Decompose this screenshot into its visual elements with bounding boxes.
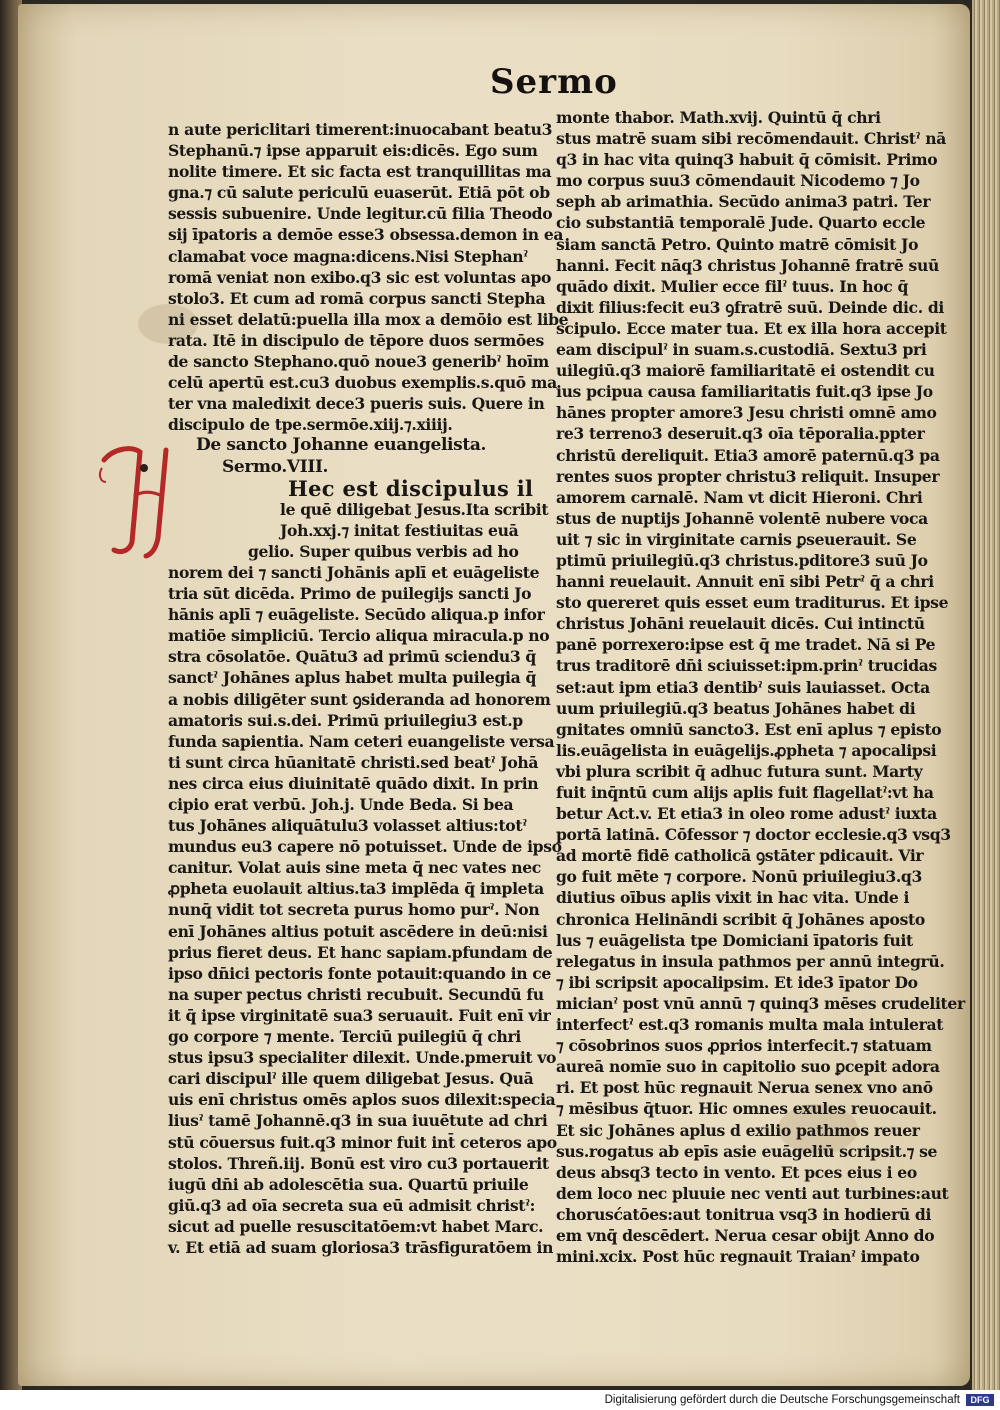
funding-note: Digitalisierung gefördert durch die Deutsche Forschungsgemeinschaft <box>604 1394 960 1406</box>
text-line: interfectˀ est.q3 romanis multa mala intulerat <box>556 1015 944 1035</box>
text-line: nolite timere. Et sic facta est tranquillitas ma <box>168 162 552 182</box>
text-line: em vnq̄ descēdert. Nerua cesar obijt Anno do <box>556 1225 935 1245</box>
left-text-column <box>168 119 569 1258</box>
text-line: ⁊ mēsibus q̄tuor. Hic omnes exules reuocauit. <box>556 1099 937 1119</box>
text-line: ꝓpheta euolauit altius.ta3 implēda q̄ impleta <box>168 879 544 899</box>
text-line: Joh.xxj.⁊ initat festiuitas euā <box>280 520 519 540</box>
text-line: enī Johānes altius potuit ascēdere in deū:nisi <box>168 921 548 941</box>
text-line: diutius oībus aplis vixit in hac vita. Unde i <box>556 888 910 908</box>
text-line: ter vna maledixit dece3 pueris suis. Quere in <box>168 394 545 414</box>
text-line: relegatus in insula pathmos per annū integrū. <box>556 951 945 971</box>
text-line: hānes propter amore3 Jesu christi omnē amo <box>556 403 937 423</box>
text-line: rata. Itē in discipulo de tēpore duos sermōes <box>168 330 544 350</box>
text-line: a nobis diligēter sunt ꝯsideranda ad honorem <box>168 689 551 709</box>
text-line: mo corpus suu3 cōmendauit Nicodemo ⁊ Jo <box>556 171 920 191</box>
text-line: romā veniat non exibo.q3 sic est voluntas apo <box>168 267 552 287</box>
text-line: cari discipulˀ ille quem diligebat Jesus. Quā <box>168 1069 534 1089</box>
text-line: De sancto Johanne euangelista. <box>196 435 487 456</box>
text-line: christū dereliquit. Etia3 amorē paternū.q3 pa <box>556 445 940 465</box>
text-line: fuit inq̄ntū cum alijs aplis fuit flagellatˀ:vt ha <box>556 783 934 802</box>
text-line: ti sunt circa hūanitatē christi.sed beatˀ Johā <box>168 752 539 772</box>
text-line: ptimū priuilegiū.q3 christus.pditore3 suū Jo <box>556 550 928 570</box>
text-line: it q̄ ipse virginitatē sua3 seruauit. Fuit enī vir <box>168 1005 551 1025</box>
text-line: sanctˀ Johānes aplus habet multa puilegia q̄ <box>168 668 537 688</box>
text-line: mundus eu3 capere nō potuisset. Unde de ipso <box>168 837 562 857</box>
text-line: eam discipulˀ in suam.s.custodiā. Sextu3 pri <box>556 340 927 360</box>
text-line: stus de nuptijs Johannē volentē nubere voca <box>556 508 928 528</box>
text-line: lus ⁊ euāgelista tpe Domiciani īpatoris fuit <box>556 930 913 950</box>
text-line: de sancto Stephano.quō noue3 generibˀ hoīm <box>168 352 549 372</box>
text-line: set:aut ipm etia3 dentibˀ suis lauiasset. Octa <box>556 677 930 697</box>
text-line: gelio. Super quibus verbis ad ho <box>248 541 519 561</box>
right-text-column <box>556 107 965 1267</box>
text-line: uum priuilegiū.q3 beatus Johānes habet di <box>556 698 916 718</box>
text-line: liusˀ tamē Johannē.q3 in sua iuuētute ad chri <box>168 1111 548 1131</box>
text-line: rentes suos propter christu3 reliquit. Insuper <box>556 466 940 486</box>
text-line: matiōe simpliciū. Tercio aliqua miracula.p no <box>168 626 550 646</box>
text-line: norem dei ⁊ sancti Johānis aplī et euāgeliste <box>168 562 540 582</box>
text-line: sicut ad puelle resuscitatōem:vt habet Marc. <box>168 1216 544 1236</box>
text-line: micianˀ post vnū annū ⁊ quinq3 mēses crudeliter <box>556 993 965 1013</box>
text-line: stū cōuersus fuit.q3 minor fuit int̄ ceteros apo <box>168 1132 557 1152</box>
text-line: Sermo.VIII. <box>222 456 329 477</box>
text-line: n aute periclitari timerent:inuocabant beatu3 <box>168 120 553 139</box>
text-line: v. Et etiā ad suam gloriosa3 trāsfiguratōem in <box>168 1237 554 1257</box>
text-line: sessis subuenire. Unde legitur.cū filia Theodo <box>168 204 553 224</box>
text-line: uit ⁊ sic in virginitate carnis ꝑseuerauit. Se <box>556 529 917 549</box>
text-line: ipso dn̄ici pectoris fonte potauit:quando in ce <box>168 963 551 983</box>
text-line: christus Johāni reuelauit dicēs. Cui intinctū <box>556 614 925 634</box>
text-line: canitur. Volat auis sine meta q̄ nec vates nec <box>168 858 541 878</box>
text-line: amorem carnalē. Nam vt dicit Hieroni. Chri <box>556 487 923 507</box>
text-line: ni esset delatū:puella illa mox a demōio est libe <box>168 309 569 329</box>
text-line: go fuit mēte ⁊ corpore. Nonū priuilegiu3.q3 <box>556 867 922 887</box>
text-line: trus traditorē dn̄i sciuisset:ipm.prinˀ trucidas <box>556 656 937 676</box>
text-line: seph ab arimathia. Secūdo anima3 patri. Ter <box>556 192 931 212</box>
text-line: q3 in hac vita quinq3 habuit q̄ cōmisit. Primo <box>556 150 938 170</box>
text-line: na super pectus christi recubuit. Secundū fu <box>168 984 544 1004</box>
text-line: deus absq3 tecto in vento. Et pces eius i eo <box>556 1162 917 1182</box>
text-line: chronica Helināndi scribit q̄ Johānes aposto <box>556 909 925 929</box>
text-line: celū apertū est.cu3 duobus exemplis.s.quō ma <box>168 373 557 393</box>
dfg-logo-icon: DFG <box>966 1394 994 1406</box>
text-line: uilegiū.q3 maiorē familiaritatē ei ostendit cu <box>556 361 935 381</box>
text-line: sto quereret quis esset eum traditurus. Et ipse <box>556 593 949 613</box>
text-line: siam sanctā Petro. Quinto matrē cōmisit Jo <box>556 234 919 254</box>
text-line: tria sūt dicēda. Primo de puilegijs sancti Jo <box>168 584 532 604</box>
text-line: hanni. Fecit nāq3 christus Johannē fratrē suū <box>556 255 939 275</box>
text-line: panē porrexero:ipse est q̄ me tradet. Nā si Pe <box>556 635 936 655</box>
text-line: aureā nomīe suo in capitolio suo ꝑcepit adora <box>556 1057 940 1077</box>
text-line: Stephanū.⁊ ipse apparuit eis:dicēs. Ego sum <box>168 141 538 161</box>
text-line: ⁊ ibi scripsit apocalipsim. Et ide3 īpator Do <box>556 972 918 992</box>
text-line: stus matrē suam sibi recōmendauit. Christˀ nā <box>556 129 947 149</box>
text-line: Et sic Johānes aplus d exilio pathmos reuer <box>556 1120 920 1140</box>
text-line: dem loco nec pluuie nec venti aut turbines:aut <box>556 1183 949 1203</box>
text-line: mini.xcix. Post hūc regnauit Traianˀ impato <box>556 1247 920 1267</box>
text-line: portā latinā. Cōfessor ⁊ doctor ecclesie.q3 vsq3 <box>556 825 951 845</box>
running-header: Sermo <box>490 62 618 102</box>
text-line: nes circa eius diuinitatē quādo dixit. In prin <box>168 773 539 793</box>
text-line: gna.⁊ cū salute periculū euaserūt. Etiā pōt ob <box>168 183 550 203</box>
text-line: stus ipsu3 specialiter dilexit. Unde.pmeruit vo <box>168 1048 557 1068</box>
text-line: scipulo. Ecce mater tua. Et ex illa hora accepit <box>556 318 947 338</box>
text-line: amatoris sui.s.dei. Primū priuilegiu3 est.p <box>168 710 523 730</box>
text-line: ad mortē fidē catholicā ꝯstāter pdicauit. Vir <box>556 846 924 866</box>
text-line: ius pcipua causa familiaritatis fuit.q3 ipse Jo <box>556 382 933 402</box>
text-line: lis.euāgelista in euāgelijs.ꝓpheta ⁊ apocalipsi <box>556 740 937 760</box>
text-line: stra cōsolatōe. Quātu3 ad primū sciendu3 q̄ <box>168 647 536 667</box>
text-line: monte thabor. Math.xvij. Quintū q̄ chri <box>556 108 881 127</box>
text-line: hānis aplī ⁊ euāgeliste. Secūdo aliqua.p infor <box>168 605 545 625</box>
text-line: dixit filius:fecit eu3 ꝯfratrē suū. Deinde dic. di <box>556 297 944 317</box>
text-line: ⁊ cōsobrinos suos ꝓprios interfecit.⁊ statuam <box>556 1036 932 1056</box>
text-line: clamabat voce magna:dicens.Nisi Stephanˀ <box>168 246 528 266</box>
text-line: betur Act.v. Et etia3 in oleo rome adustˀ iuxta <box>556 804 937 824</box>
text-line: discipulo de tpe.sermōe.xiij.⁊.xiiij. <box>168 415 453 435</box>
text-line: giū.q3 ad oīa secreta sua eū admisit christˀ: <box>168 1195 536 1215</box>
text-line: ri. Et post hūc regnauit Nerua senex vno anō <box>556 1078 933 1098</box>
text-line: cio substantiā temporalē Jude. Quarto eccle <box>556 213 926 233</box>
text-line: stolos. Threñ.iij. Bonū est viro cu3 portauerit <box>168 1153 549 1173</box>
text-line: tus Johānes aliquātulu3 volasset altius:totˀ <box>168 816 527 836</box>
text-line: prius fieret deus. Et hanc sapiam.pfundam de <box>168 942 553 962</box>
text-line: le quē diligebat Jesus.Ita scribit <box>280 499 549 519</box>
text-line: re3 terreno3 deseruit.q3 oīa tēporalia.ppter <box>556 424 925 444</box>
text-line: go corpore ⁊ mente. Terciū puilegiū q̄ chri <box>168 1027 521 1047</box>
text-line: quādo dixit. Mulier ecce filˀ tuus. In hoc q̄ <box>556 276 909 296</box>
text-line: nunq̄ vidit tot secreta purus homo purˀ. Non <box>168 900 540 920</box>
text-line: Hec est discipulus il <box>288 475 534 501</box>
text-line: sus.rogatus ab epīs asie euāgeliū scripsit.⁊ se <box>556 1141 938 1161</box>
text-line: cipio erat verbū. Joh.j. Unde Beda. Si bea <box>168 795 514 814</box>
text-line: chorusćatōes:aut tonitrua vsq3 in hodierū di <box>556 1204 932 1224</box>
text-line: funda sapientia. Nam ceteri euangeliste versa <box>168 731 555 751</box>
text-line: hanni reuelauit. Annuit enī sibi Petrˀ q̄ a chri <box>556 572 934 592</box>
text-line: gnitates omniū sancto3. Est enī aplus ⁊ episto <box>556 719 942 739</box>
digitization-footer <box>0 1390 1000 1410</box>
page-edges <box>972 0 1000 1390</box>
text-line: iugū dn̄i ab adolescētia sua. Quartū priuile <box>168 1174 529 1194</box>
text-line: sij īpatoris a demōe esse3 obsessa.demon in ea <box>168 225 564 245</box>
text-line: vbi plura scribit q̄ adhuc futura sunt. Marty <box>556 761 923 781</box>
text-line: stolo3. Et cum ad romā corpus sancti Stepha <box>168 288 546 308</box>
text-line: uis enī christus omēs aplos suos dilexit:specia <box>168 1090 556 1110</box>
